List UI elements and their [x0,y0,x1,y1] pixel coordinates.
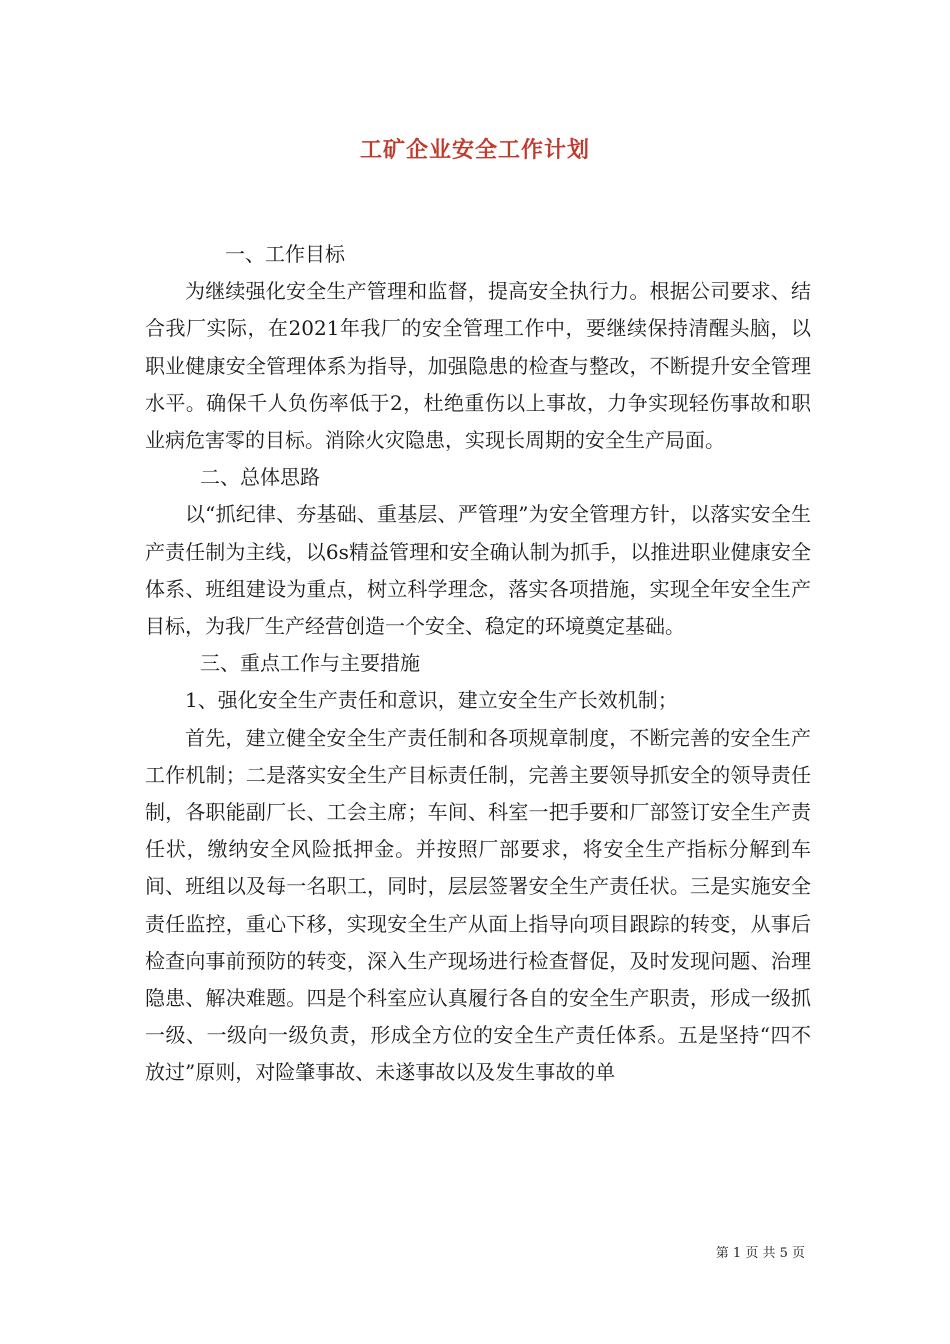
section-heading-goals: 一、工作目标 [225,242,345,266]
page-number-footer: 第 1 页 共 5 页 [715,1246,805,1261]
paragraph-measure-1: 1、强化安全生产责任和意识，建立安全生产长效机制； [185,688,678,713]
section-heading-approach: 二、总体思路 [200,465,320,490]
paragraph-approach: 以“抓纪律、夯基础、重基层、严管理”为安全管理方针，以落实安全生产责任制为主线，以6s精益管理和安全确认制为抓手，以推进职业健康安全体系、班组建设为重点，树立科学理念，落实各项措施，实现全年安全生产目标，为我厂生产经营创造一个安全、稳定的环境奠定基础。 [145,502,811,639]
section-heading-measures: 三、重点工作与主要措施 [200,651,420,676]
paragraph-goals: 为继续强化安全生产管理和监督，提高安全执行力。根据公司要求、结合我厂实际，在2021年我厂的安全管理工作中，要继续保持清醒头脑，以职业健康安全管理体系为指导，加强隐患的检查与整改，不断提升安全管理水平。确保千人负伤率低于2，杜绝重伤以上事故，力争实现轻伤事故和职业病危害零的目标。消除火灾隐患，实现长周期的安全生产局面。 [145,279,811,453]
document-title: 工矿企业安全工作计划 [359,137,590,163]
document-body [145,236,811,1092]
paragraph-measure-1-detail: 首先，建立健全安全生产责任制和各项规章制度，不断完善的安全生产工作机制；二是落实安全生产目标责任制，完善主要领导抓安全的领导责任制，各职能副厂长、工会主席；车间、科室一把手要和厂部签订安全生产责任状，缴纳安全风险抵押金。并按照厂部要求，将安全生产指标分解到车间、班组以及每一名职工，同时，层层签署安全生产责任状。三是实施安全责任监控，重心下移，实现安全生产从面上指导向项目跟踪的转变，从事后检查向事前预防的转变，深入生产现场进行检查督促，及时发现问题、治理隐患、解决难题。四是个科室应认真履行各自的安全生产职责，形成一级抓一级、一级向一级负责，形成全方位的安全生产责任体系。五是坚持“四不放过”原则，对险肇事故、未遂事故以及发生事故的单 [145,725,811,1085]
